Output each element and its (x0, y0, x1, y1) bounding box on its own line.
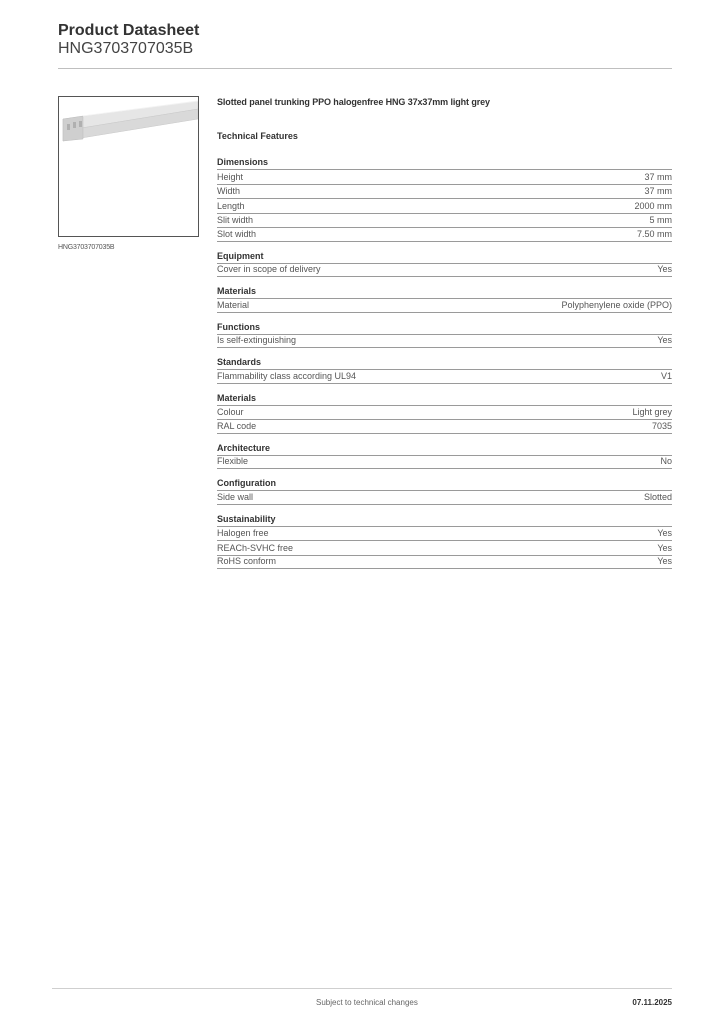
document-title: Product Datasheet (58, 22, 200, 39)
spec-value: 7035 (651, 420, 672, 431)
spec-row (217, 419, 672, 434)
spec-section (217, 513, 672, 570)
section-title: Configuration (217, 478, 276, 488)
spec-row (217, 455, 672, 470)
spec-label: Colour (217, 407, 244, 417)
spec-row (217, 405, 672, 420)
section-title: Standards (217, 357, 262, 367)
footer-date: 07.11.2025 (632, 998, 672, 1007)
spec-row (217, 540, 672, 555)
spec-section (217, 321, 672, 349)
header-divider (58, 68, 672, 69)
spec-section (217, 392, 672, 434)
spec-label: Cover in scope of delivery (217, 264, 321, 274)
spec-label: REACh-SVHC free (217, 542, 294, 553)
spec-value: Polyphenylene oxide (PPO) (561, 299, 672, 310)
spec-label: Flexible (217, 456, 249, 466)
spec-section (217, 250, 672, 278)
section-title: Functions (217, 321, 260, 332)
section-title: Sustainability (217, 513, 276, 524)
spec-value: Yes (657, 542, 672, 553)
spec-label: Slot width (217, 228, 257, 239)
spec-row (217, 526, 672, 541)
spec-label: Side wall (217, 491, 254, 502)
document-header (58, 22, 199, 58)
spec-value: Yes (657, 264, 672, 274)
spec-label: Material (217, 299, 250, 310)
spec-row (217, 263, 672, 278)
spec-value: 7.50 mm (636, 228, 672, 239)
spec-section (217, 156, 672, 242)
spec-value: Yes (657, 335, 672, 345)
section-title: Dimensions (217, 157, 269, 167)
spec-label: Length (217, 200, 245, 211)
product-image (58, 96, 199, 237)
spec-row (217, 169, 672, 184)
spec-section (217, 477, 672, 505)
spec-sections (217, 156, 672, 569)
spec-value: Yes (657, 556, 672, 566)
spec-row (217, 213, 672, 228)
spec-section (217, 356, 672, 384)
spec-value: V1 (660, 370, 672, 381)
spec-label: Flammability class according UL94 (217, 370, 357, 381)
spec-label: Halogen free (217, 528, 269, 538)
spec-label: Width (217, 186, 241, 196)
spec-label: Slit width (217, 215, 254, 225)
spec-value: Light grey (632, 407, 672, 417)
spec-label: RoHS conform (217, 556, 277, 566)
spec-value: 5 mm (649, 215, 672, 225)
spec-row (217, 334, 672, 349)
spec-value: 2000 mm (634, 200, 672, 211)
technical-features-heading: Technical Features (217, 131, 298, 141)
spec-section (217, 285, 672, 313)
section-title: Architecture (217, 442, 271, 453)
spec-row (217, 369, 672, 384)
footer-divider (52, 988, 672, 989)
spec-value: Slotted (643, 491, 672, 502)
spec-row (217, 490, 672, 505)
spec-row (217, 198, 672, 213)
footer-note: Subject to technical changes (316, 998, 418, 1007)
spec-row (217, 184, 672, 199)
section-title: Materials (217, 286, 257, 296)
spec-value: No (660, 456, 672, 466)
product-name: Slotted panel trunking PPO halogenfree HNG 37x37mm light grey (217, 97, 490, 107)
product-code: HNG3703707035B (58, 40, 194, 57)
spec-label: RAL code (217, 420, 257, 431)
section-title: Equipment (217, 250, 264, 261)
spec-row (217, 298, 672, 313)
spec-section (217, 442, 672, 470)
spec-content (217, 96, 672, 577)
spec-row (217, 555, 672, 570)
spec-label: Is self-extinguishing (217, 335, 297, 345)
spec-row (217, 227, 672, 242)
spec-value: 37 mm (644, 171, 672, 182)
image-caption: HNG3703707035B (58, 244, 115, 251)
spec-label: Height (217, 171, 244, 182)
spec-value: Yes (657, 528, 672, 538)
section-title: Materials (217, 392, 257, 403)
cable-trunking-image (59, 97, 198, 236)
spec-value: 37 mm (644, 186, 672, 196)
